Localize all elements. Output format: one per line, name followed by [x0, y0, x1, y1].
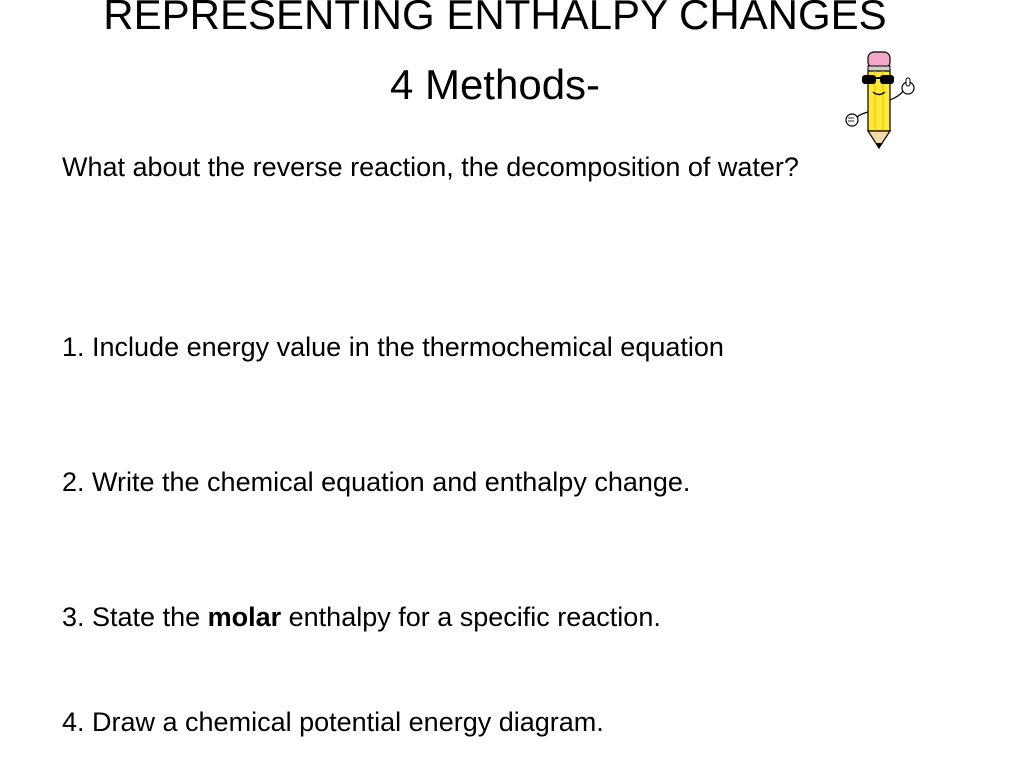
method-item-1: 1. Include energy value in the thermochemical equation [62, 332, 724, 362]
method-item-2: 2. Write the chemical equation and enthalpy change. [62, 467, 691, 497]
method-item-3-bold: molar [207, 602, 282, 632]
method-item-3-suffix: enthalpy for a specific reaction. [281, 602, 661, 632]
slide-title: REPRESENTING ENTHALPY CHANGES [103, 0, 887, 38]
method-item-3 [62, 604, 661, 631]
method-item-3-prefix: 3. State the [62, 602, 208, 632]
pencil-with-sunglasses-icon [842, 48, 922, 158]
slide-subtitle: 4 Methods- [389, 61, 601, 108]
method-item-4: 4. Draw a chemical potential energy diagram. [62, 707, 604, 737]
question-text: What about the reverse reaction, the decomposition of water? [62, 152, 799, 182]
